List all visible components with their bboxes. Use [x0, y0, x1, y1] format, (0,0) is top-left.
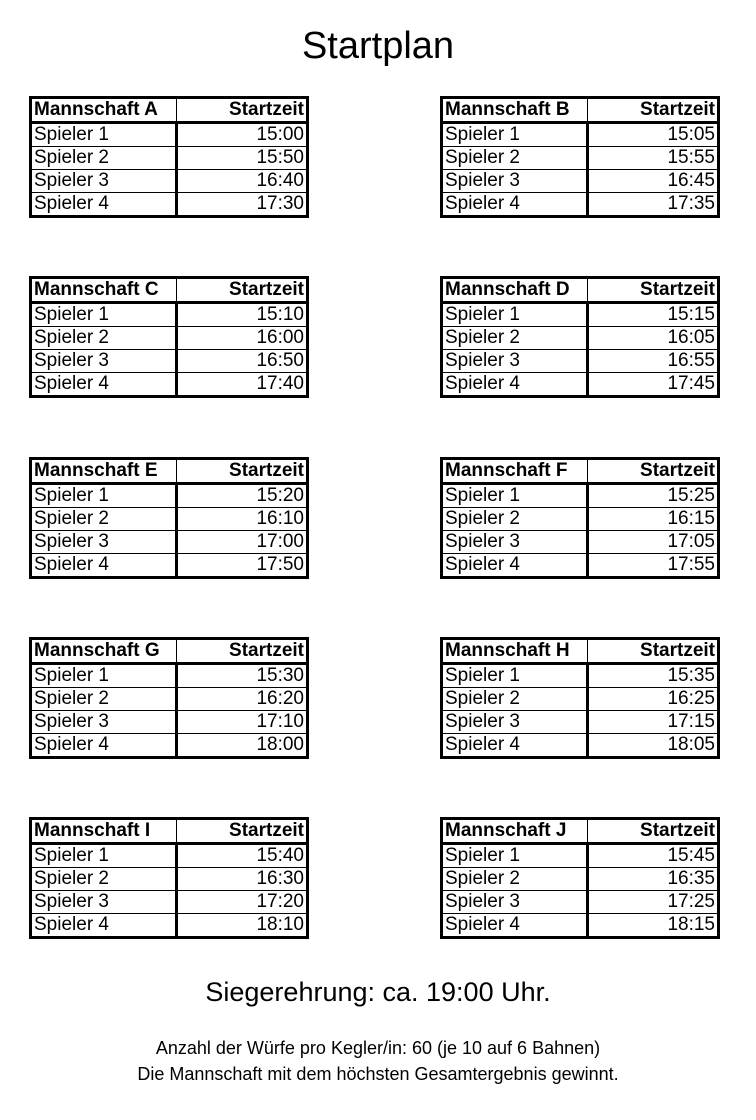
player-name: Spieler 4 [31, 193, 177, 217]
player-time: 15:20 [177, 484, 308, 508]
team-table-j [440, 817, 720, 939]
player-name: Spieler 3 [31, 891, 177, 914]
player-name: Spieler 4 [31, 914, 177, 938]
team-table-b [440, 96, 720, 218]
table-row [442, 147, 719, 170]
start-time-header: Startzeit [588, 98, 719, 123]
table-row [442, 891, 719, 914]
player-time: 16:40 [177, 170, 308, 193]
table-row [31, 508, 308, 531]
player-name: Spieler 4 [442, 373, 588, 397]
player-name: Spieler 1 [442, 664, 588, 688]
player-time: 18:10 [177, 914, 308, 938]
player-time: 15:10 [177, 303, 308, 327]
team-name: Mannschaft F [442, 459, 588, 484]
player-name: Spieler 2 [31, 147, 177, 170]
start-time-header: Startzeit [588, 639, 719, 664]
player-name: Spieler 1 [31, 123, 177, 147]
table-row [442, 193, 719, 217]
table-row [31, 327, 308, 350]
table-row [442, 914, 719, 938]
player-time: 17:45 [588, 373, 719, 397]
player-time: 15:30 [177, 664, 308, 688]
player-name: Spieler 2 [31, 327, 177, 350]
player-time: 17:10 [177, 711, 308, 734]
table-row [442, 688, 719, 711]
player-time: 15:55 [588, 147, 719, 170]
player-time: 15:00 [177, 123, 308, 147]
winner-rule: Die Mannschaft mit dem höchsten Gesamtergebnis gewinnt. [137, 1064, 619, 1084]
player-time: 17:55 [588, 554, 719, 578]
player-time: 15:40 [177, 844, 308, 868]
player-time: 15:50 [177, 147, 308, 170]
start-time-header: Startzeit [177, 819, 308, 844]
player-name: Spieler 3 [442, 350, 588, 373]
player-time: 16:25 [588, 688, 719, 711]
start-time-header: Startzeit [177, 639, 308, 664]
player-name: Spieler 2 [442, 327, 588, 350]
player-name: Spieler 3 [442, 891, 588, 914]
player-time: 17:35 [588, 193, 719, 217]
player-name: Spieler 3 [31, 531, 177, 554]
table-row [31, 350, 308, 373]
player-name: Spieler 4 [442, 554, 588, 578]
team-table-d [440, 276, 720, 398]
page-title: Startplan [301, 25, 455, 67]
player-time: 18:15 [588, 914, 719, 938]
player-name: Spieler 4 [31, 554, 177, 578]
table-row [442, 868, 719, 891]
table-row [442, 711, 719, 734]
table-row [442, 531, 719, 554]
table-row [31, 554, 308, 578]
player-name: Spieler 2 [442, 688, 588, 711]
player-name: Spieler 1 [442, 484, 588, 508]
player-name: Spieler 3 [31, 170, 177, 193]
team-name: Mannschaft A [31, 98, 177, 123]
player-time: 16:50 [177, 350, 308, 373]
player-name: Spieler 4 [31, 373, 177, 397]
table-row [31, 844, 308, 868]
player-name: Spieler 4 [442, 734, 588, 758]
player-time: 15:35 [588, 664, 719, 688]
player-name: Spieler 2 [31, 868, 177, 891]
player-time: 15:15 [588, 303, 719, 327]
player-time: 18:05 [588, 734, 719, 758]
start-time-header: Startzeit [177, 98, 308, 123]
table-row [31, 531, 308, 554]
start-time-header: Startzeit [588, 819, 719, 844]
table-row [442, 554, 719, 578]
table-row [31, 147, 308, 170]
team-table-a [29, 96, 309, 218]
player-time: 17:25 [588, 891, 719, 914]
player-time: 17:40 [177, 373, 308, 397]
player-time: 16:15 [588, 508, 719, 531]
player-time: 17:30 [177, 193, 308, 217]
team-table-i [29, 817, 309, 939]
team-name: Mannschaft C [31, 278, 177, 303]
table-row [442, 350, 719, 373]
table-row [31, 123, 308, 147]
player-name: Spieler 2 [31, 688, 177, 711]
player-name: Spieler 3 [31, 350, 177, 373]
start-time-header: Startzeit [588, 459, 719, 484]
award-ceremony-time: Siegerehrung: ca. 19:00 Uhr. [205, 977, 551, 1007]
player-name: Spieler 3 [442, 170, 588, 193]
player-time: 15:25 [588, 484, 719, 508]
player-time: 16:55 [588, 350, 719, 373]
player-name: Spieler 2 [442, 508, 588, 531]
team-table-g [29, 637, 309, 759]
team-name: Mannschaft B [442, 98, 588, 123]
table-row [442, 373, 719, 397]
table-row [442, 844, 719, 868]
start-time-header: Startzeit [177, 459, 308, 484]
team-name: Mannschaft D [442, 278, 588, 303]
team-name: Mannschaft E [31, 459, 177, 484]
player-time: 16:35 [588, 868, 719, 891]
table-row [442, 484, 719, 508]
player-time: 15:45 [588, 844, 719, 868]
team-name: Mannschaft I [31, 819, 177, 844]
team-name: Mannschaft J [442, 819, 588, 844]
player-time: 16:00 [177, 327, 308, 350]
player-time: 17:20 [177, 891, 308, 914]
player-name: Spieler 2 [31, 508, 177, 531]
start-time-header: Startzeit [588, 278, 719, 303]
table-row [31, 734, 308, 758]
player-name: Spieler 1 [31, 844, 177, 868]
table-row [31, 170, 308, 193]
table-row [31, 664, 308, 688]
player-name: Spieler 3 [442, 711, 588, 734]
table-row [442, 327, 719, 350]
player-name: Spieler 4 [442, 914, 588, 938]
table-row [31, 868, 308, 891]
player-name: Spieler 1 [442, 303, 588, 327]
player-time: 17:00 [177, 531, 308, 554]
player-name: Spieler 1 [31, 303, 177, 327]
player-time: 15:05 [588, 123, 719, 147]
table-row [442, 303, 719, 327]
player-name: Spieler 2 [442, 868, 588, 891]
table-row [442, 664, 719, 688]
start-time-header: Startzeit [177, 278, 308, 303]
player-time: 16:05 [588, 327, 719, 350]
table-row [442, 734, 719, 758]
table-row [31, 193, 308, 217]
table-row [31, 711, 308, 734]
player-name: Spieler 4 [31, 734, 177, 758]
table-row [31, 484, 308, 508]
table-row [31, 303, 308, 327]
player-time: 16:20 [177, 688, 308, 711]
team-table-e [29, 457, 309, 579]
player-time: 16:30 [177, 868, 308, 891]
player-name: Spieler 3 [442, 531, 588, 554]
player-time: 16:45 [588, 170, 719, 193]
team-name: Mannschaft H [442, 639, 588, 664]
table-row [31, 688, 308, 711]
table-row [31, 891, 308, 914]
player-time: 17:50 [177, 554, 308, 578]
table-row [31, 373, 308, 397]
player-name: Spieler 3 [31, 711, 177, 734]
player-name: Spieler 1 [442, 844, 588, 868]
player-name: Spieler 1 [31, 484, 177, 508]
player-name: Spieler 2 [442, 147, 588, 170]
team-table-h [440, 637, 720, 759]
throws-info: Anzahl der Würfe pro Kegler/in: 60 (je 10 auf 6 Bahnen) [155, 1038, 601, 1058]
player-time: 18:00 [177, 734, 308, 758]
team-name: Mannschaft G [31, 639, 177, 664]
player-time: 17:05 [588, 531, 719, 554]
team-table-f [440, 457, 720, 579]
table-row [442, 508, 719, 531]
player-name: Spieler 4 [442, 193, 588, 217]
table-row [442, 123, 719, 147]
team-table-c [29, 276, 309, 398]
table-row [31, 914, 308, 938]
player-name: Spieler 1 [442, 123, 588, 147]
player-time: 16:10 [177, 508, 308, 531]
player-time: 17:15 [588, 711, 719, 734]
table-row [442, 170, 719, 193]
player-name: Spieler 1 [31, 664, 177, 688]
